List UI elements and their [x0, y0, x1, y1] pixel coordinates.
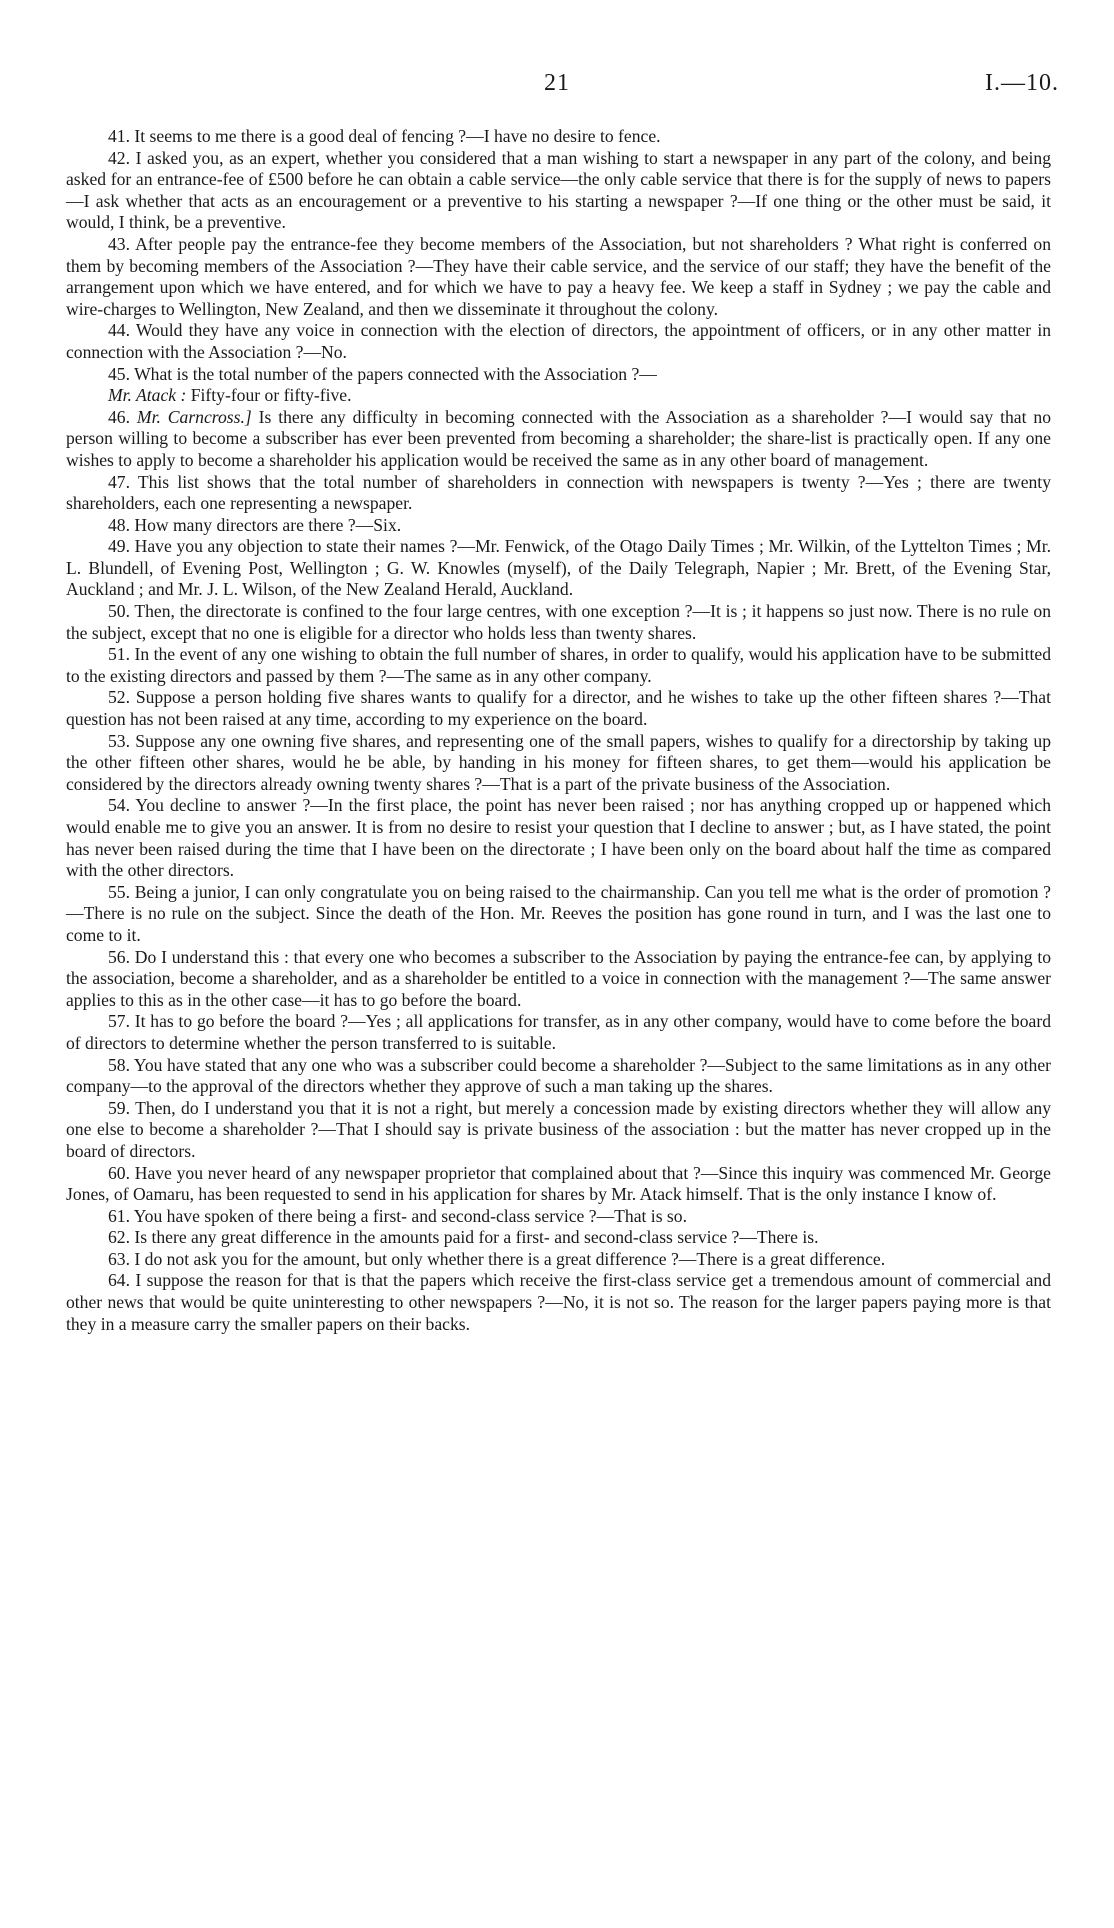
paragraph-54: 54. You decline to answer ?—In the first place, the point has never been raised ; nor has anything cropped up or happened which would enable me to give you an answer. It is from no desire to resist your question that I decline to answer ; but, as I have stated, the point has never been raised during the time that I have been on the directorate ; I have been only on the board about half the time as compared with the other directors. — [66, 795, 1051, 881]
paragraph-53: 53. Suppose any one owning five shares, and representing one of the small papers, wishes to qualify for a directorship by taking up the other fifteen other shares, would he be able, by handing in his money for fifteen shares, to get them—would his application be considered by the directors already owning twenty shares ?—That is a part of the private business of the Association. — [66, 730, 1051, 794]
paragraph-61: 61. You have spoken of there being a first- and second-class service ?—That is so. — [108, 1205, 687, 1226]
paragraph-speaker-atack: Mr. Atack : Fifty-four or fifty-five. — [108, 385, 352, 406]
paragraph-50: 50. Then, the directorate is confined to the four large centres, with one exception ?—It is ; it happens so just now. There is no rule on the subject, except that no one is eligible for a director who holds less than twenty shares. — [66, 601, 1051, 643]
document-reference: I.—10. — [985, 70, 1059, 96]
paragraph-64: 64. I suppose the reason for that is that the papers which receive the first-class service get a tremendous amount of commercial and other news that would be quite uninteresting to other newspapers ?—No, it is not so. The reason for the larger papers paying more is that they in a measure carry the smaller papers on their backs. — [66, 1270, 1051, 1334]
paragraph-46: 46. Mr. Carncross.] Is there any difficulty in becoming connected with the Association as a shareholder ?—I would say that no person willing to become a subscriber has ever been prevented from becoming a shareholder; the share-list is practically open. If any one wishes to apply to become a shareholder his application would be received the same as in any other board of management. — [66, 406, 1052, 470]
paragraph-47: 47. This list shows that the total number of shareholders in connection with newspapers is twenty ?—Yes ; there are twenty shareholders, each one representing a newspaper. — [66, 471, 1051, 514]
paragraph-55: 55. Being a junior, I can only congratulate you on being raised to the chairmanship. Can you tell me what is the order of promotion ?—There is no rule on the subject. Since the death of the Hon. Mr. Reeves the position has gone round in turn, and I was the last one to come to it. — [66, 881, 1051, 945]
paragraph-44: 44. Would they have any voice in connection with the election of directors, the appointment of officers, or in any other matter in connection with the Association ?—No. — [66, 320, 1051, 362]
paragraph-63: 63. I do not ask you for the amount, but only whether there is a great difference ?—There is a great difference. — [108, 1248, 886, 1269]
paragraph-59: 59. Then, do I understand you that it is not a right, but merely a concession made by existing directors whether they will allow any one else to become a shareholder ?—That I should say is private business of the association : but the matter has never cropped up in the board of directors. — [66, 1097, 1051, 1161]
paragraph-56: 56. Do I understand this : that every one who becomes a subscriber to the Association by paying the entrance-fee can, by applying to the association, become a shareholder, and as a shareholder be entitled to a voice in connection with the management ?—The same answer applies to this as in the other case—it has to go before the board. — [66, 946, 1051, 1010]
paragraph-62: 62. Is there any great difference in the amounts paid for a first- and second-class service ?—There is. — [108, 1227, 819, 1248]
paragraph-60: 60. Have you never heard of any newspaper proprietor that complained about that ?—Since this inquiry was commenced Mr. George Jones, of Oamaru, has been requested to send in his application for shares by Mr. Atack himself. That is the only instance I know of. — [66, 1162, 1051, 1205]
paragraph-48: 48. How many directors are there ?—Six. — [108, 514, 402, 535]
paragraph-43: 43. After people pay the entrance-fee they become members of the Association, but not shareholders ? What right is conferred on them by becoming members of the Association ?—They have their cable service, and the service of our staff; they have the benefit of the arrangement upon which we have entered, and for which we have to pay a heavy fee. We keep a staff in Sydney ; we pay the cable and wire-charges to Wellington, New Zealand, and then we disseminate it throughout the colony. — [66, 233, 1051, 319]
paragraph-41: 41. It seems to me there is a good deal of fencing ?—I have no desire to fence. — [108, 126, 661, 146]
testimony-body — [66, 126, 1051, 1335]
paragraph-58: 58. You have stated that any one who was a subscriber could become a shareholder ?—Subject to the same limitations as in any other company—to the approval of the directors whether they approve of such a man taking up the shares. — [66, 1054, 1051, 1097]
paragraph-42: 42. I asked you, as an expert, whether you considered that a man wishing to start a newspaper in any part of the colony, and being asked for an entrance-fee of £500 before he can obtain a cable service—the only cable service that there is for the supply of news to papers—I ask whether that acts as an encouragement or a preventive to his starting a newspaper ?—If one thing or the other must be said, it would, I think, be a preventive. — [66, 147, 1051, 233]
speaker-name: Mr. Carncross.] — [136, 406, 252, 427]
page-number: 21 — [544, 70, 570, 96]
paragraph-49: 49. Have you any objection to state their names ?—Mr. Fenwick, of the Otago Daily Times ; Mr. Wilkin, of the Lyttelton Times ; Mr. L. Blundell, of Evening Post, Wellington ; G. W. Knowles (myself), of the Daily Telegraph, Napier ; Mr. Brett, of the Evening Star, Auckland ; and Mr. J. L. Wilson, of the New Zealand Herald, Auckland. — [66, 536, 1051, 600]
paragraph-57: 57. It has to go before the board ?—Yes ; all applications for transfer, as in any other company, would have to come before the board of directors to determine whether the person transferred to is suitable. — [66, 1011, 1051, 1053]
paragraph-45: 45. What is the total number of the papers connected with the Association ?— — [108, 363, 657, 384]
speaker-name: Mr. Atack : — [108, 385, 187, 406]
paragraph-52: 52. Suppose a person holding five shares wants to qualify for a director, and he wishes to take up the other fifteen shares ?—That question has not been raised at any time, according to my experience on the board. — [66, 687, 1051, 730]
paragraph-51: 51. In the event of any one wishing to obtain the full number of shares, in order to qualify, would his application have to be submitted to the existing directors and passed by them ?—The same as in any other company. — [66, 644, 1051, 686]
